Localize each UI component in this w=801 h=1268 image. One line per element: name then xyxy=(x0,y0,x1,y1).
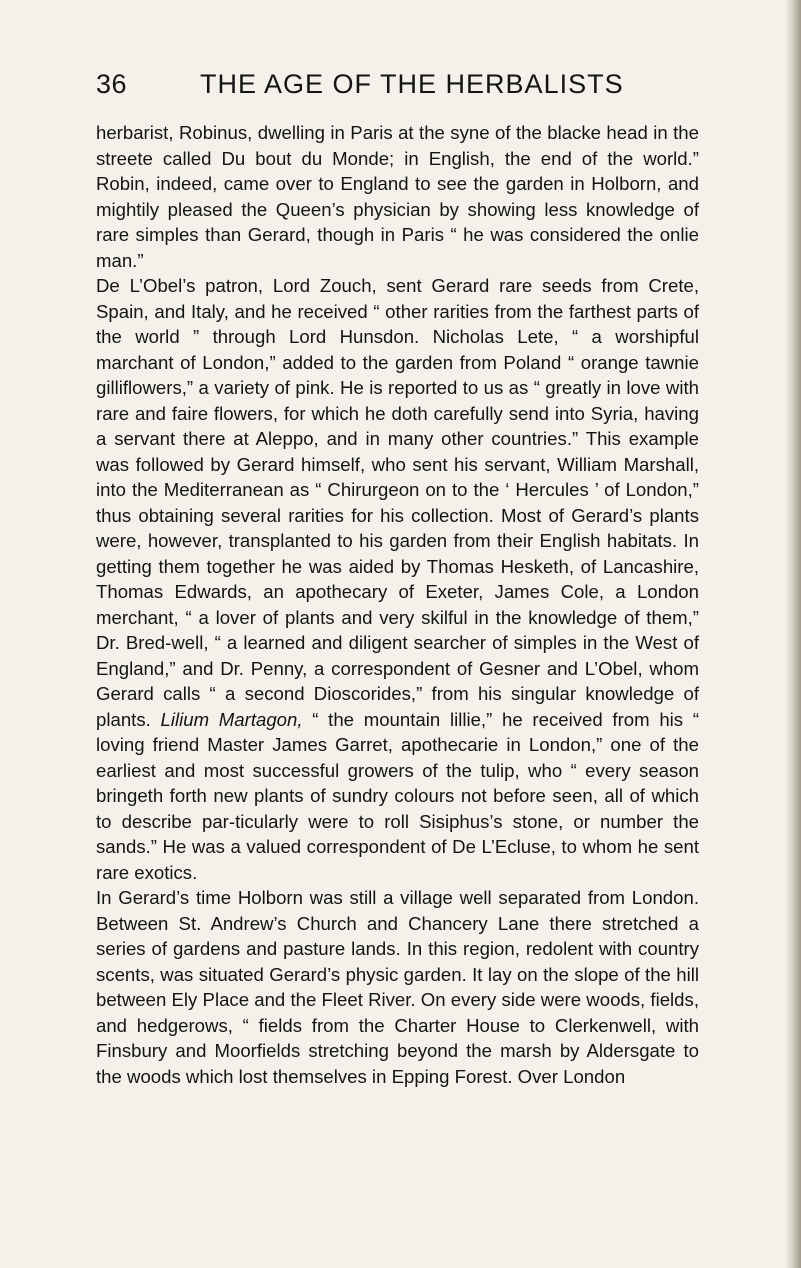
paragraph-3 xyxy=(96,885,699,1089)
running-title: THE AGE OF THE HERBALISTS xyxy=(200,69,624,99)
paragraph-1 xyxy=(96,120,699,273)
running-head xyxy=(96,64,706,104)
paragraph-2-text-b: “ the mountain lillie,” he received from his “ loving friend Master James Garret, apothecarie in London,” one of the earliest and most successful growers of the tulip, who “ every season bringeth forth new plants of sundry colours not before seen, all of which to describe par-ticularly were to roll Sisiphus’s stone, or number the sands.” He was a valued correspondent of De L’Ecluse, to whom he sent rare exotics. xyxy=(96,708,700,883)
page-number: 36 xyxy=(96,69,128,99)
body-text xyxy=(96,120,699,1089)
page-edge-shadow xyxy=(785,0,801,1268)
paragraph-3-text: In Gerard’s time Holborn was still a village well separated from London. Between St. Andrew’s Church and Chancery Lane there stretched a series of gardens and pasture lands. In this region, redolent with country scents, was situated Gerard’s physic garden. It lay on the slope of the hill between Ely Place and the Fleet River. On every side were woods, fields, and hedgerows, “ fields from the Charter House to Clerkenwell, with Finsbury and Moorfields stretching beyond the marsh by Aldersgate to the woods which lost themselves in Epping Forest. Over London xyxy=(96,887,699,1087)
paragraph-2 xyxy=(96,273,699,885)
italic-species-name: Lilium Martagon, xyxy=(160,708,303,730)
paragraph-1-text: herbarist, Robinus, dwelling in Paris at the syne of the blacke head in the streete called Du bout du Monde; in English, the end of the world.” Robin, indeed, came over to England to see the garden in Holborn, and mightily pleased the Queen’s physician by showing less knowledge of rare simples than Gerard, though in Paris “ he was considered the onlie man.” xyxy=(96,122,699,271)
paragraph-2-text-a: De L’Obel’s patron, Lord Zouch, sent Gerard rare seeds from Crete, Spain, and Italy, and he received “ other rarities from the farthest parts of the world ” through Lord Hunsdon. Nicholas Lete, “ a worshipful marchant of London,” added to the garden from Poland “ orange tawnie gilliflowers,” a variety of pink. He is reported to us as “ greatly in love with rare and faire flowers, for which he doth carefully send into Syria, having a servant there at Aleppo, and in many other countries.” This example was followed by Gerard himself, who sent his servant, William Marshall, into the Mediterranean as “ Chirurgeon on to the ‘ Hercules ’ of London,” thus obtaining several rarities for his collection. Most of Gerard’s plants were, however, transplanted to his garden from their English habitats. In getting them together he was aided by Thomas Hesketh, of Lancashire, Thomas Edwards, an apothecary of Exeter, James Cole, a London merchant, “ a lover of plants and very skilful in the knowledge of them,” Dr. Bred-well, “ a learned and diligent searcher of simples in the West of England,” and Dr. Penny, a correspondent of Gesner and L’Obel, whom Gerard calls “ a second Dioscorides,” from his singular knowledge of plants. xyxy=(96,275,699,730)
